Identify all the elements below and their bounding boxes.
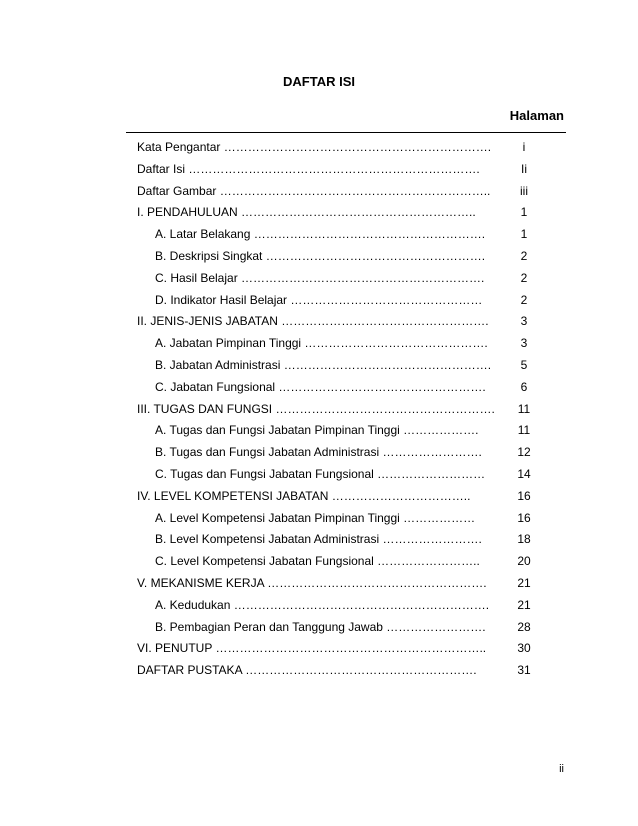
toc-entry <box>137 464 557 486</box>
toc-entry-page-number: 3 <box>520 314 528 329</box>
toc-entry <box>137 638 557 660</box>
toc-entry-title: B. Jabatan Administrasi ……………………………………………. <box>155 357 492 372</box>
toc-entry-page-number: 2 <box>520 270 528 285</box>
toc-entry <box>137 551 557 573</box>
toc-entry <box>137 333 557 355</box>
toc-entry-title: C. Level Kompetensi Jabatan Fungsional …………………….. <box>155 554 480 569</box>
toc-entry-title: Daftar Isi ………………………………………………………………. <box>137 161 480 176</box>
toc-entry-page-number: 6 <box>520 379 528 394</box>
toc-entry-page-number: 16 <box>517 510 531 525</box>
toc-entry-title: Daftar Gambar ………………………………………………………….. <box>137 183 491 198</box>
toc-entry-title: D. Indikator Hasil Belajar ………………………………………… <box>155 292 483 307</box>
toc-entry-title: IV. LEVEL KOMPETENSI JABATAN …………………………….. <box>137 488 471 503</box>
toc-entry-title: B. Pembagian Peran dan Tanggung Jawab ……………………. <box>155 619 486 634</box>
toc-entry-title: A. Jabatan Pimpinan Tinggi ………………………………………. <box>155 336 488 351</box>
page-column-header: Halaman <box>509 108 564 123</box>
toc-entry <box>137 660 557 682</box>
toc-entry-title: C. Tugas dan Fungsi Jabatan Fungsional ……………………… <box>155 466 486 481</box>
toc-entry <box>137 508 557 530</box>
toc-entry <box>137 377 557 399</box>
toc-entry-page-number: 18 <box>517 532 531 547</box>
toc-entry-title: A. Tugas dan Fungsi Jabatan Pimpinan Tinggi ………………. <box>155 423 479 438</box>
toc-entry-title: II. JENIS-JENIS JABATAN ……………………………………………. <box>137 314 489 329</box>
toc-entry-page-number: 14 <box>517 466 531 481</box>
toc-entry <box>137 420 557 442</box>
toc-entry <box>137 529 557 551</box>
toc-entry-title: V. MEKANISME KERJA ………………………………………………. <box>137 575 487 590</box>
toc-entry-title: DAFTAR PUSTAKA …………………………………………………. <box>137 663 477 678</box>
toc-entry-title: A. Kedudukan ………………………………………………………. <box>155 597 490 612</box>
toc-entry-title: Kata Pengantar …………………………………………………………. <box>137 140 492 154</box>
toc-entry-title: B. Level Kompetensi Jabatan Administrasi ……………………. <box>155 532 482 547</box>
toc-entry <box>137 486 557 508</box>
toc-entry-title: A. Latar Belakang …………………………………………………. <box>155 227 486 242</box>
toc-entry-page-number: 21 <box>517 597 531 612</box>
toc-entry <box>137 137 557 159</box>
toc-entry-page-number: 30 <box>517 641 531 656</box>
toc-entry-page-number: 16 <box>517 488 531 503</box>
toc-entry-page-number: i <box>522 140 526 154</box>
toc-entry-page-number: 20 <box>517 554 531 569</box>
toc-entry-page-number: 11 <box>517 423 531 438</box>
toc-entry <box>137 355 557 377</box>
toc-entry <box>137 311 557 333</box>
page-title: DAFTAR ISI <box>283 74 355 89</box>
toc-entry-page-number: 1 <box>520 205 528 220</box>
toc-entry <box>137 573 557 595</box>
toc-entry <box>137 159 557 181</box>
header-divider <box>126 132 566 133</box>
toc-entry <box>137 181 557 203</box>
toc-entry-page-number: 11 <box>517 401 531 416</box>
toc-entry <box>137 399 557 421</box>
toc-entry-page-number: 28 <box>517 619 531 634</box>
toc-entry <box>137 595 557 617</box>
toc-entry <box>137 202 557 224</box>
toc-entry-page-number: iii <box>520 183 528 198</box>
page-number-footer: ii <box>559 763 564 775</box>
toc-entry-page-number: Ii <box>521 161 527 176</box>
toc-entry-page-number: 12 <box>517 445 531 460</box>
table-of-contents <box>137 137 557 682</box>
toc-entry-title: A. Level Kompetensi Jabatan Pimpinan Tinggi ……………… <box>155 510 476 525</box>
toc-entry-page-number: 1 <box>520 227 528 242</box>
toc-entry-page-number: 21 <box>517 575 531 590</box>
toc-entry-page-number: 31 <box>517 663 531 678</box>
toc-entry <box>137 268 557 290</box>
toc-entry <box>137 246 557 268</box>
toc-entry <box>137 224 557 246</box>
toc-entry <box>137 442 557 464</box>
toc-entry-page-number: 2 <box>520 292 528 307</box>
toc-entry <box>137 617 557 639</box>
toc-entry-title: B. Tugas dan Fungsi Jabatan Administrasi ……………………. <box>155 445 482 460</box>
toc-entry-title: C. Jabatan Fungsional ……………………………………………. <box>155 379 486 394</box>
toc-entry-title: I. PENDAHULUAN ………………………………………………….. <box>137 205 476 220</box>
toc-entry-title: III. TUGAS DAN FUNGSI ………………………………………………. <box>137 401 495 416</box>
toc-entry-title: VI. PENUTUP ………………………………………………………….. <box>137 641 487 656</box>
toc-entry-title: B. Deskripsi Singkat ………………………………………………. <box>155 248 486 263</box>
toc-entry <box>137 290 557 312</box>
toc-entry-title: C. Hasil Belajar ……………………………………………………. <box>155 270 485 285</box>
toc-entry-page-number: 3 <box>520 336 528 351</box>
toc-entry-page-number: 5 <box>520 357 528 372</box>
toc-entry-page-number: 2 <box>520 248 528 263</box>
